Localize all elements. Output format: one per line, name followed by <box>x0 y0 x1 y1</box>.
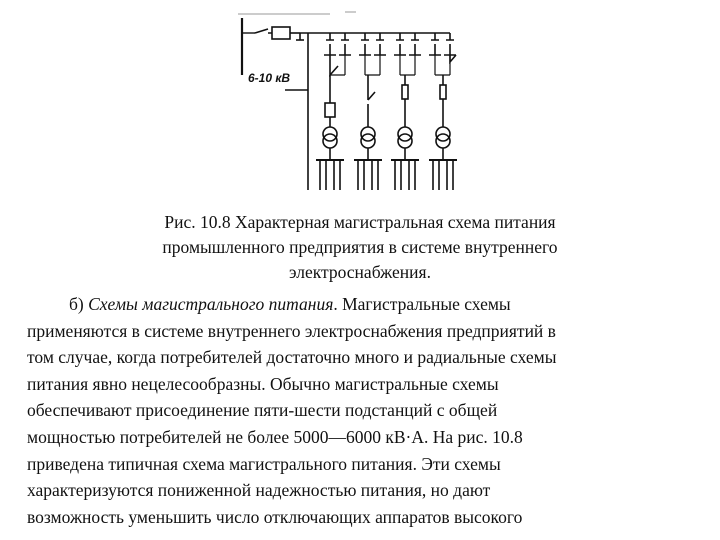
body-line-lead <box>27 291 703 318</box>
fuse-3 <box>402 85 408 99</box>
main-supply-schematic <box>0 0 720 205</box>
figure-caption <box>60 210 660 285</box>
body-line: характеризуются пониженной надежностью питания, но дают <box>27 480 491 501</box>
body-line: том случае, когда потребителей достаточно много и радиальные схемы <box>27 347 557 368</box>
body-line: питания явно нецелесообразны. Обычно магистральные схемы <box>27 373 499 394</box>
fuse-4 <box>440 85 446 99</box>
scan-artifact <box>238 12 356 14</box>
lead-label: б) <box>69 294 84 314</box>
feeder-1 <box>316 33 351 190</box>
body-paragraph <box>27 291 703 530</box>
incoming-switch <box>255 29 272 33</box>
incoming-breaker <box>272 27 290 39</box>
body-line: применяются в системе внутреннего электроснабжения предприятий в <box>27 320 556 341</box>
breaker-1 <box>325 103 335 117</box>
feeder-4 <box>429 33 457 190</box>
caption-line-1: Рис. 10.8 Характерная магистральная схема питания <box>164 212 556 232</box>
voltage-label: 6-10 кВ <box>248 71 291 85</box>
caption-line-2: промышленного предприятия в системе внутреннего <box>162 237 558 257</box>
lead-italic: Схемы магистрального питания <box>88 294 334 314</box>
body-line: приведена типичная схема магистрального питания. Эти схемы <box>27 453 501 474</box>
caption-line-3: электроснабжения. <box>289 262 431 282</box>
feeder-3 <box>391 33 421 190</box>
body-line: мощностью потребителей не более 5000—6000 кВ·А. На рис. 10.8 <box>27 426 523 447</box>
body-line: обеспечивают присоединение пяти-шести подстанций с общей <box>27 400 498 421</box>
feeder-2 <box>354 33 386 190</box>
body-line: возможность уменьшить число отключающих аппаратов высокого <box>27 506 523 527</box>
lead-rest: . Магистральные схемы <box>333 294 511 314</box>
